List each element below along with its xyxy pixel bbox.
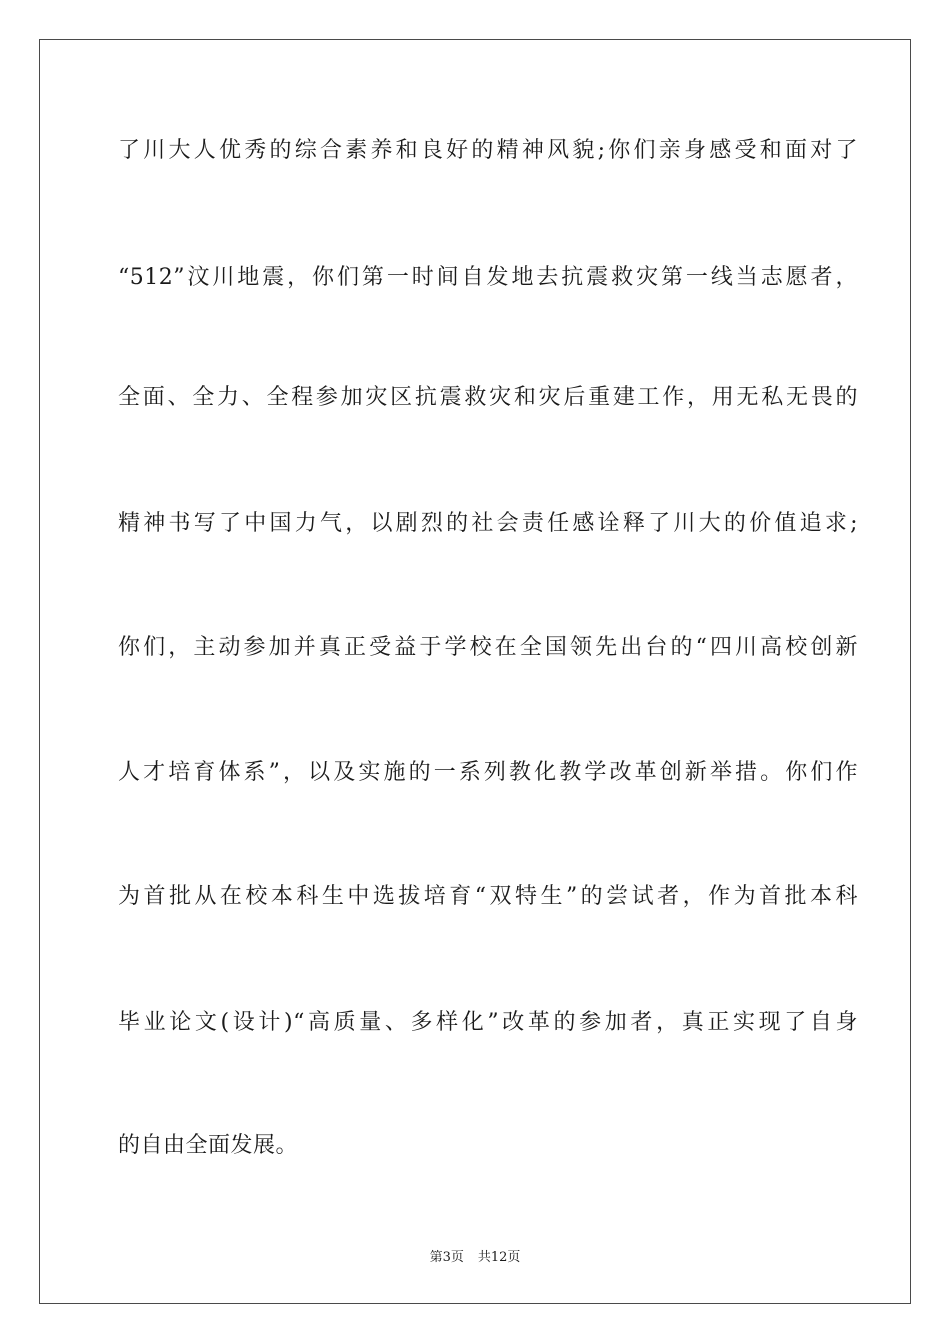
paragraph-line: “512”汶川地震，你们第一时间自发地去抗震救灾第一线当志愿者， — [118, 265, 858, 290]
paragraph-line: 全面、全力、全程参加灾区抗震救灾和灾后重建工作，用无私无畏的 — [118, 385, 858, 410]
paragraph-line: 了川大人优秀的综合素养和良好的精神风貌;你们亲身感受和面对了 — [118, 138, 858, 163]
page-number: 第3页 — [429, 1250, 464, 1265]
page-total: 共12页 — [477, 1250, 521, 1265]
page-footer — [0, 1249, 950, 1267]
paragraph-line: 为首批从在校本科生中选拔培育“双特生”的尝试者，作为首批本科 — [118, 884, 858, 909]
paragraph-line: 毕业论文(设计)“高质量、多样化”改革的参加者，真正实现了自身 — [118, 1010, 858, 1035]
paragraph-line: 你们，主动参加并真正受益于学校在全国领先出台的“四川高校创新 — [118, 635, 858, 660]
paragraph-line: 的自由全面发展。 — [118, 1133, 299, 1158]
paragraph-line: 精神书写了中国力气，以剧烈的社会责任感诠释了川大的价值追求; — [118, 511, 858, 536]
paragraph-line: 人才培育体系”，以及实施的一系列教化教学改革创新举措。你们作 — [118, 760, 858, 785]
page-border — [39, 39, 911, 1304]
